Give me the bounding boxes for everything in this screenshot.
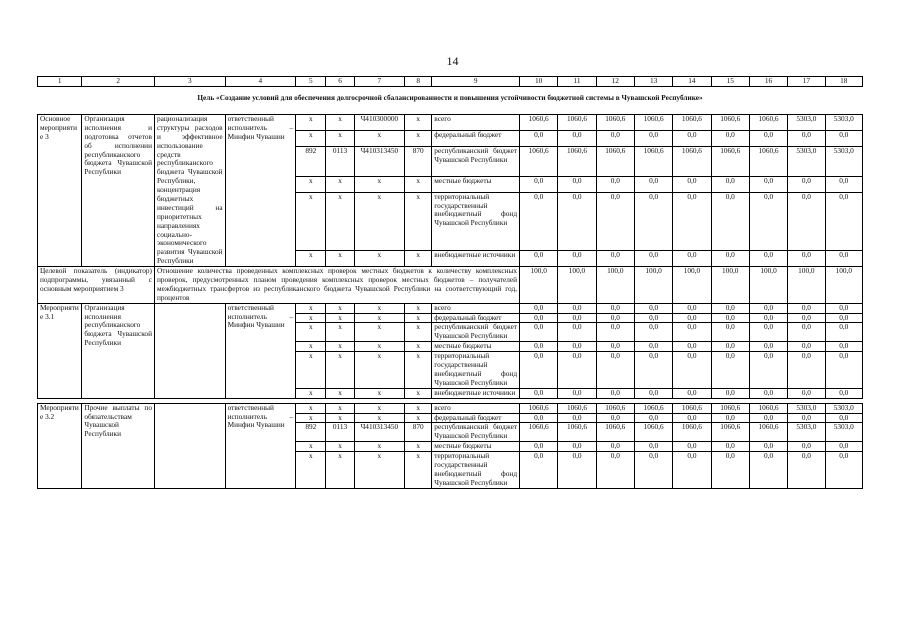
- amount-cell: 0,0: [749, 388, 787, 398]
- indicator-value: 100,0: [749, 267, 787, 304]
- section-code: x: [326, 388, 354, 398]
- grbs-code: x: [296, 442, 326, 452]
- amount-cell: 0,0: [596, 303, 634, 313]
- expense-type-code: x: [405, 442, 432, 452]
- target-article-code: x: [354, 192, 404, 251]
- column-number: 1: [38, 77, 82, 87]
- amount-cell: 0,0: [711, 342, 749, 352]
- amount-cell: 0,0: [749, 352, 787, 389]
- grbs-code: x: [296, 323, 326, 342]
- amount-cell: 0,0: [673, 130, 711, 146]
- amount-cell: 1060,6: [673, 146, 711, 176]
- amount-cell: 5303,0: [788, 423, 825, 442]
- funding-source: республиканский бюджет Чувашской Республики: [432, 323, 520, 342]
- amount-cell: 0,0: [788, 442, 825, 452]
- amount-cell: 0,0: [634, 192, 672, 251]
- amount-cell: 0,0: [673, 323, 711, 342]
- responsible-executor: ответственный исполнитель – Минфин Чувашии: [225, 303, 296, 398]
- amount-cell: 0,0: [558, 130, 596, 146]
- amount-cell: 0,0: [558, 388, 596, 398]
- grbs-code: x: [296, 403, 326, 413]
- grbs-code: x: [296, 130, 326, 146]
- amount-cell: 0,0: [825, 251, 862, 267]
- expected-result: [154, 303, 225, 398]
- column-number: 9: [432, 77, 520, 87]
- target-article-code: x: [354, 176, 404, 192]
- responsible-executor: ответственный исполнитель – Минфин Чувашии: [225, 403, 296, 488]
- funding-source: республиканский бюджет Чувашской Республики: [432, 423, 520, 442]
- amount-cell: 0,0: [634, 342, 672, 352]
- expense-type-code: x: [405, 192, 432, 251]
- amount-cell: 1060,6: [596, 423, 634, 442]
- target-article-code: x: [354, 130, 404, 146]
- amount-cell: 0,0: [825, 176, 862, 192]
- amount-cell: 0,0: [520, 342, 558, 352]
- grbs-code: x: [296, 303, 326, 313]
- measure-description: Организация исполнения республиканского бюджета Чувашской Республики: [82, 303, 155, 398]
- column-number: 15: [711, 77, 749, 87]
- amount-cell: 0,0: [596, 176, 634, 192]
- amount-cell: 1060,6: [749, 403, 787, 413]
- funding-source: федеральный бюджет: [432, 413, 520, 423]
- amount-cell: 0,0: [558, 323, 596, 342]
- expense-type-code: x: [405, 403, 432, 413]
- funding-source: территориальный государственный внебюджетный фонд Чувашской Республики: [432, 192, 520, 251]
- amount-cell: 0,0: [749, 303, 787, 313]
- amount-cell: 0,0: [520, 176, 558, 192]
- amount-cell: 0,0: [673, 176, 711, 192]
- grbs-code: x: [296, 192, 326, 251]
- section-code: x: [326, 403, 354, 413]
- column-number: 7: [354, 77, 404, 87]
- grbs-code: x: [296, 388, 326, 398]
- amount-cell: 0,0: [749, 251, 787, 267]
- amount-cell: 1060,6: [749, 423, 787, 442]
- indicator-value: 100,0: [596, 267, 634, 304]
- target-article-code: x: [354, 303, 404, 313]
- indicator-row: [38, 267, 863, 304]
- section-code: x: [326, 176, 354, 192]
- amount-cell: 1060,6: [520, 403, 558, 413]
- amount-cell: 5303,0: [825, 146, 862, 176]
- amount-cell: 0,0: [788, 352, 825, 389]
- amount-cell: 0,0: [749, 413, 787, 423]
- amount-cell: 5303,0: [788, 146, 825, 176]
- amount-cell: 0,0: [558, 352, 596, 389]
- table-row: [38, 115, 863, 131]
- amount-cell: 0,0: [558, 303, 596, 313]
- amount-cell: 0,0: [596, 413, 634, 423]
- grbs-code: x: [296, 452, 326, 489]
- grbs-code: x: [296, 352, 326, 389]
- amount-cell: 0,0: [520, 303, 558, 313]
- amount-cell: 0,0: [749, 452, 787, 489]
- amount-cell: 0,0: [596, 352, 634, 389]
- amount-cell: 5303,0: [788, 115, 825, 131]
- column-number: 5: [296, 77, 326, 87]
- amount-cell: 0,0: [596, 192, 634, 251]
- funding-source: местные бюджеты: [432, 442, 520, 452]
- table-row: [38, 303, 863, 313]
- amount-cell: 1060,6: [711, 403, 749, 413]
- target-article-code: x: [354, 313, 404, 323]
- amount-cell: 0,0: [788, 176, 825, 192]
- amount-cell: 0,0: [788, 303, 825, 313]
- amount-cell: 1060,6: [634, 423, 672, 442]
- amount-cell: 0,0: [825, 388, 862, 398]
- indicator-value: 100,0: [673, 267, 711, 304]
- grbs-code: 892: [296, 423, 326, 442]
- indicator-value: 100,0: [711, 267, 749, 304]
- amount-cell: 0,0: [673, 342, 711, 352]
- expense-type-code: x: [405, 413, 432, 423]
- amount-cell: 1060,6: [711, 146, 749, 176]
- section-code: x: [326, 452, 354, 489]
- column-number: 6: [326, 77, 354, 87]
- amount-cell: 0,0: [520, 251, 558, 267]
- grbs-code: x: [296, 251, 326, 267]
- amount-cell: 0,0: [634, 442, 672, 452]
- expense-type-code: x: [405, 303, 432, 313]
- amount-cell: 0,0: [596, 313, 634, 323]
- amount-cell: 0,0: [788, 313, 825, 323]
- amount-cell: 1060,6: [596, 403, 634, 413]
- amount-cell: 0,0: [558, 413, 596, 423]
- amount-cell: 1060,6: [634, 146, 672, 176]
- amount-cell: 0,0: [788, 342, 825, 352]
- amount-cell: 1060,6: [558, 146, 596, 176]
- amount-cell: 0,0: [788, 413, 825, 423]
- amount-cell: 0,0: [634, 313, 672, 323]
- amount-cell: 0,0: [825, 342, 862, 352]
- section-code: x: [326, 342, 354, 352]
- amount-cell: 0,0: [596, 452, 634, 489]
- budget-table: [37, 76, 863, 489]
- amount-cell: 0,0: [673, 251, 711, 267]
- indicator-value: 100,0: [558, 267, 596, 304]
- section-code: x: [326, 323, 354, 342]
- amount-cell: 0,0: [825, 130, 862, 146]
- amount-cell: 0,0: [749, 442, 787, 452]
- expense-type-code: 870: [405, 423, 432, 442]
- section-code: x: [326, 313, 354, 323]
- funding-source: всего: [432, 115, 520, 131]
- amount-cell: 0,0: [520, 352, 558, 389]
- target-article-code: x: [354, 452, 404, 489]
- amount-cell: 0,0: [520, 388, 558, 398]
- column-number: 4: [225, 77, 296, 87]
- amount-cell: 1060,6: [711, 115, 749, 131]
- amount-cell: 0,0: [558, 192, 596, 251]
- amount-cell: 0,0: [825, 192, 862, 251]
- amount-cell: 0,0: [711, 251, 749, 267]
- section-code: 0113: [326, 146, 354, 176]
- section-code: x: [326, 251, 354, 267]
- amount-cell: 0,0: [711, 352, 749, 389]
- amount-cell: 0,0: [673, 352, 711, 389]
- amount-cell: 0,0: [788, 130, 825, 146]
- indicator-value: 100,0: [788, 267, 825, 304]
- amount-cell: 0,0: [596, 342, 634, 352]
- target-article-code: Ч410300000: [354, 115, 404, 131]
- amount-cell: 0,0: [673, 303, 711, 313]
- amount-cell: 0,0: [825, 313, 862, 323]
- funding-source: федеральный бюджет: [432, 130, 520, 146]
- measure-name: Основное мероприятие 3: [38, 115, 82, 267]
- column-number: 2: [82, 77, 155, 87]
- funding-source: внебюджетные источники: [432, 251, 520, 267]
- amount-cell: 1060,6: [596, 115, 634, 131]
- amount-cell: 0,0: [749, 313, 787, 323]
- indicator-value: 100,0: [520, 267, 558, 304]
- amount-cell: 0,0: [825, 323, 862, 342]
- amount-cell: 0,0: [634, 413, 672, 423]
- amount-cell: 0,0: [749, 192, 787, 251]
- amount-cell: 0,0: [634, 452, 672, 489]
- measure-name: Мероприятие 3.2: [38, 403, 82, 488]
- amount-cell: 0,0: [788, 388, 825, 398]
- expected-result: рационализация структуры расходов и эффективное использование средств республиканского бюджета Чувашской Республики, концентрация бюджетных инвестиций на приоритетных направлениях социально-экономического развития Чувашской Республики: [154, 115, 225, 267]
- section-code: x: [326, 115, 354, 131]
- amount-cell: 1060,6: [558, 403, 596, 413]
- measure-description: Организация исполнения и подготовка отчетов об исполнении республиканского бюджета Чувашской Республики: [82, 115, 155, 267]
- amount-cell: 0,0: [711, 452, 749, 489]
- grbs-code: 892: [296, 146, 326, 176]
- amount-cell: 1060,6: [711, 423, 749, 442]
- expense-type-code: x: [405, 352, 432, 389]
- target-article-code: Ч410313450: [354, 146, 404, 176]
- amount-cell: 0,0: [788, 323, 825, 342]
- responsible-executor: ответственный исполнитель – Минфин Чувашии: [225, 115, 296, 267]
- section-code: 0113: [326, 423, 354, 442]
- indicator-value: 100,0: [634, 267, 672, 304]
- amount-cell: 0,0: [673, 388, 711, 398]
- amount-cell: 0,0: [749, 323, 787, 342]
- column-number: 17: [788, 77, 825, 87]
- amount-cell: 0,0: [711, 192, 749, 251]
- measure-name: Мероприятие 3.1: [38, 303, 82, 398]
- amount-cell: 0,0: [634, 388, 672, 398]
- amount-cell: 0,0: [596, 442, 634, 452]
- expense-type-code: x: [405, 130, 432, 146]
- expected-result: [154, 403, 225, 488]
- amount-cell: 0,0: [749, 342, 787, 352]
- amount-cell: 0,0: [634, 323, 672, 342]
- indicator-label: Целевой показатель (индикатор) подпрограммы, увязанный с основным мероприятием 3: [38, 267, 155, 304]
- expense-type-code: x: [405, 452, 432, 489]
- amount-cell: 0,0: [520, 413, 558, 423]
- funding-source: территориальный государственный внебюджетный фонд Чувашской Республики: [432, 452, 520, 489]
- funding-source: всего: [432, 403, 520, 413]
- amount-cell: 0,0: [558, 313, 596, 323]
- goal-row: [38, 87, 863, 115]
- amount-cell: 0,0: [596, 323, 634, 342]
- funding-source: внебюджетные источники: [432, 388, 520, 398]
- amount-cell: 0,0: [711, 303, 749, 313]
- section-code: x: [326, 303, 354, 313]
- expense-type-code: 870: [405, 146, 432, 176]
- funding-source: федеральный бюджет: [432, 313, 520, 323]
- amount-cell: 0,0: [520, 313, 558, 323]
- amount-cell: 0,0: [711, 388, 749, 398]
- section-code: x: [326, 442, 354, 452]
- amount-cell: 0,0: [558, 176, 596, 192]
- target-article-code: x: [354, 352, 404, 389]
- section-code: x: [326, 192, 354, 251]
- amount-cell: 0,0: [788, 251, 825, 267]
- amount-cell: 0,0: [825, 442, 862, 452]
- amount-cell: 1060,6: [634, 115, 672, 131]
- amount-cell: 1060,6: [673, 115, 711, 131]
- amount-cell: 0,0: [520, 192, 558, 251]
- amount-cell: 0,0: [711, 442, 749, 452]
- funding-source: местные бюджеты: [432, 342, 520, 352]
- amount-cell: 0,0: [749, 176, 787, 192]
- amount-cell: 0,0: [711, 313, 749, 323]
- amount-cell: 1060,6: [520, 423, 558, 442]
- amount-cell: 0,0: [558, 452, 596, 489]
- amount-cell: 0,0: [634, 176, 672, 192]
- amount-cell: 0,0: [788, 452, 825, 489]
- column-number: 8: [405, 77, 432, 87]
- table-row: [38, 403, 863, 413]
- goal-title: Цель «Создание условий для обеспечения долгосрочной сбалансированности и повышения устойчивости бюджетной системы в Чувашской Республике»: [197, 93, 703, 102]
- amount-cell: 1060,6: [673, 403, 711, 413]
- funding-source: республиканский бюджет Чувашской Республики: [432, 146, 520, 176]
- amount-cell: 0,0: [711, 413, 749, 423]
- amount-cell: 0,0: [749, 130, 787, 146]
- amount-cell: 0,0: [596, 130, 634, 146]
- amount-cell: 0,0: [558, 251, 596, 267]
- amount-cell: 0,0: [520, 442, 558, 452]
- expense-type-code: x: [405, 176, 432, 192]
- column-number: 11: [558, 77, 596, 87]
- amount-cell: 0,0: [596, 388, 634, 398]
- amount-cell: 0,0: [634, 352, 672, 389]
- amount-cell: 1060,6: [634, 403, 672, 413]
- amount-cell: 1060,6: [749, 115, 787, 131]
- column-number: 12: [596, 77, 634, 87]
- amount-cell: 1060,6: [673, 423, 711, 442]
- amount-cell: 1060,6: [749, 146, 787, 176]
- amount-cell: 5303,0: [825, 403, 862, 413]
- target-article-code: x: [354, 442, 404, 452]
- target-article-code: x: [354, 403, 404, 413]
- amount-cell: 1060,6: [520, 146, 558, 176]
- amount-cell: 0,0: [825, 413, 862, 423]
- section-code: x: [326, 352, 354, 389]
- amount-cell: 1060,6: [558, 115, 596, 131]
- amount-cell: 0,0: [825, 303, 862, 313]
- column-number: 18: [825, 77, 862, 87]
- amount-cell: 0,0: [558, 442, 596, 452]
- amount-cell: 0,0: [673, 452, 711, 489]
- column-number: 14: [673, 77, 711, 87]
- amount-cell: 0,0: [825, 352, 862, 389]
- target-article-code: x: [354, 413, 404, 423]
- page-number: 14: [446, 54, 459, 68]
- amount-cell: 1060,6: [596, 146, 634, 176]
- grbs-code: x: [296, 313, 326, 323]
- amount-cell: 0,0: [788, 192, 825, 251]
- target-article-code: x: [354, 251, 404, 267]
- section-code: x: [326, 130, 354, 146]
- measure-description: Прочие выплаты по обязательствам Чувашской Республики: [82, 403, 155, 488]
- amount-cell: 0,0: [520, 452, 558, 489]
- grbs-code: x: [296, 115, 326, 131]
- amount-cell: 0,0: [634, 303, 672, 313]
- column-number: 10: [520, 77, 558, 87]
- amount-cell: 0,0: [673, 192, 711, 251]
- target-article-code: x: [354, 342, 404, 352]
- indicator-text: Отношение количества проведенных комплексных проверок местных бюджетов к количеству комплексных проверок, предусмотренных планом проведения комплексных проверок местных бюджетов – получателей межбюджетных трансфертов из республиканского бюджета Чувашской Республики на соответствующий год, процентов: [154, 267, 519, 304]
- expense-type-code: x: [405, 388, 432, 398]
- amount-cell: 0,0: [825, 452, 862, 489]
- expense-type-code: x: [405, 323, 432, 342]
- amount-cell: 0,0: [673, 413, 711, 423]
- amount-cell: 0,0: [673, 313, 711, 323]
- amount-cell: 0,0: [711, 176, 749, 192]
- funding-source: территориальный государственный внебюджетный фонд Чувашской Республики: [432, 352, 520, 389]
- funding-source: всего: [432, 303, 520, 313]
- expense-type-code: x: [405, 313, 432, 323]
- amount-cell: 5303,0: [825, 423, 862, 442]
- expense-type-code: x: [405, 115, 432, 131]
- grbs-code: x: [296, 413, 326, 423]
- column-number: 16: [749, 77, 787, 87]
- amount-cell: 0,0: [634, 130, 672, 146]
- amount-cell: 0,0: [520, 323, 558, 342]
- amount-cell: 1060,6: [558, 423, 596, 442]
- funding-source: местные бюджеты: [432, 176, 520, 192]
- amount-cell: 0,0: [673, 442, 711, 452]
- amount-cell: 0,0: [711, 130, 749, 146]
- grbs-code: x: [296, 176, 326, 192]
- grbs-code: x: [296, 342, 326, 352]
- column-number: 13: [634, 77, 672, 87]
- amount-cell: 5303,0: [788, 403, 825, 413]
- target-article-code: x: [354, 323, 404, 342]
- expense-type-code: x: [405, 251, 432, 267]
- column-number: 3: [154, 77, 225, 87]
- amount-cell: 0,0: [558, 342, 596, 352]
- amount-cell: 1060,6: [520, 115, 558, 131]
- amount-cell: 0,0: [520, 130, 558, 146]
- amount-cell: 0,0: [634, 251, 672, 267]
- column-number-row: [38, 77, 863, 87]
- target-article-code: Ч410313450: [354, 423, 404, 442]
- indicator-value: 100,0: [825, 267, 862, 304]
- amount-cell: 0,0: [711, 323, 749, 342]
- section-code: x: [326, 413, 354, 423]
- expense-type-code: x: [405, 342, 432, 352]
- amount-cell: 5303,0: [825, 115, 862, 131]
- target-article-code: x: [354, 388, 404, 398]
- amount-cell: 0,0: [596, 251, 634, 267]
